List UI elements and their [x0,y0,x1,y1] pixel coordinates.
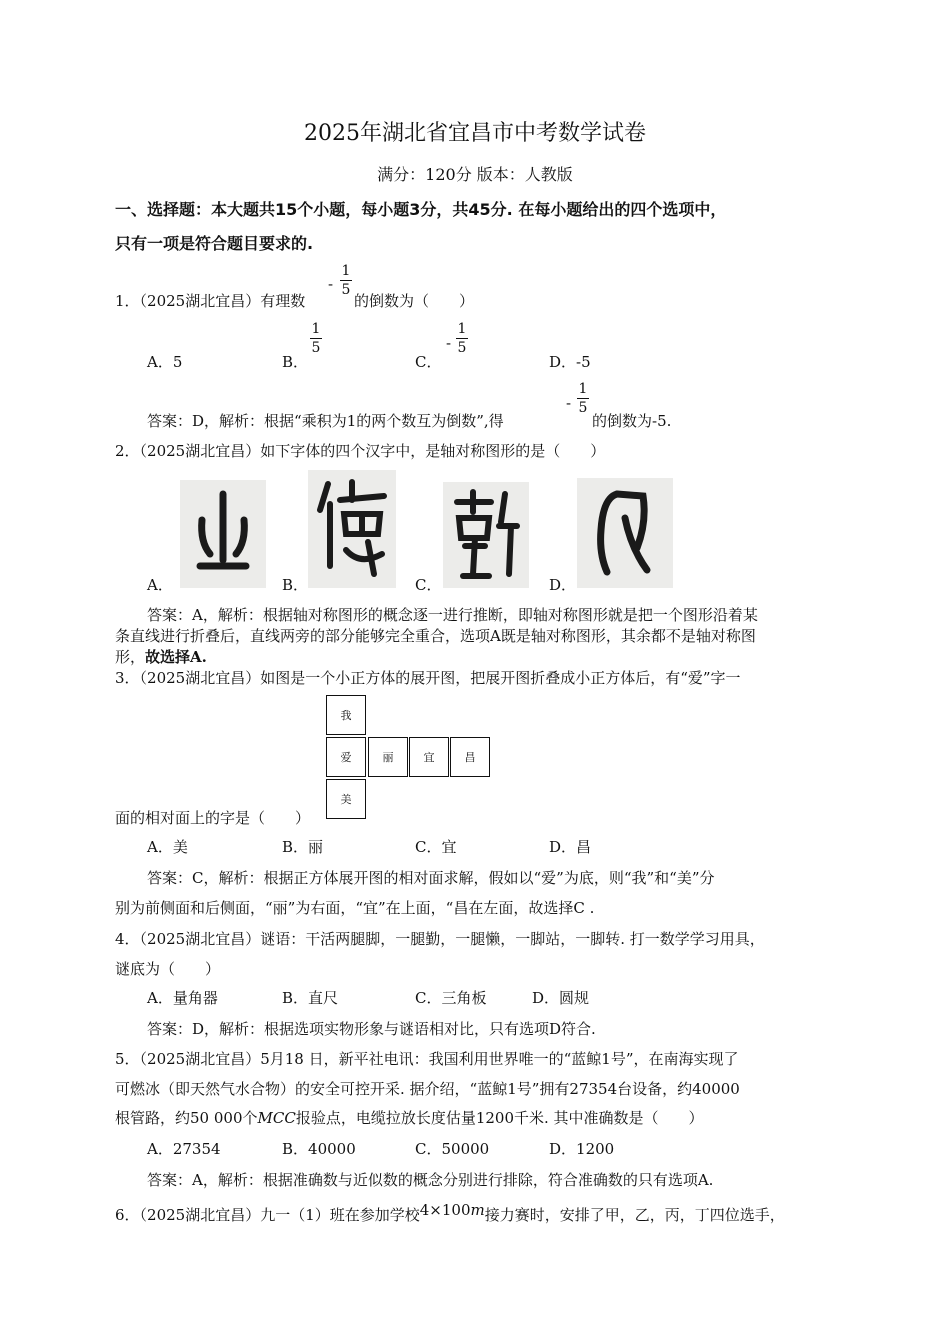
q2-answer-line3-text: 形， [115,648,146,666]
q1-answer-neg: - [566,394,572,412]
q5-stem-mcc: MCC [257,1109,296,1127]
q6-stem-prefix: 6．（2025湖北宜昌）九一（1）班在参加学校 [115,1206,420,1224]
cube-face-yi: 宜 [409,737,449,777]
seal-glyph-d-image [577,478,673,588]
q1-fraction-den: 5 [341,282,351,298]
q3-option-b: B．丽 [282,838,324,856]
q4-stem-line2: 谜底为（ ） [115,960,221,978]
q1-answer-prefix: 答案：D，解析：根据“乘积为1的两个数互为倒数”,得 [147,412,504,430]
seal-glyph-b-image [308,470,396,588]
q3-answer-line2: 别为前侧面和后侧面，“丽”为右面，“宜”在上面，“昌在左面，故选择C . [115,899,595,917]
cube-face-mei: 美 [326,779,366,819]
q6-stem [115,1201,785,1225]
q1-option-c-fraction [456,322,468,355]
q2-option-b: B． [282,576,309,594]
q5-stem-line2: 可燃冰（即天然气水合物）的安全可控开采. 据介绍，“蓝鲸1号”拥有27354台设备，约40000 [115,1080,740,1098]
q1-option-b-fraction [310,322,322,355]
cube-face-ai: 爱 [326,737,366,777]
q6-math-value: 4×100 [419,1201,471,1219]
q5-stem-line3 [115,1107,704,1128]
q2-option-d: D． [549,576,577,594]
q3-option-a: A．美 [147,838,188,856]
q5-option-b: B．40000 [282,1140,356,1158]
q3-answer-line1: 答案：C，解析：根据正方体展开图的相对面求解，假如以“爱”为底，则“我”和“美”分 [147,869,715,887]
page-title: 2025年湖北省宜昌市中考数学试卷 [304,121,646,146]
q1-option-c-neg: - [446,334,452,352]
seal-glyph-c-image [443,482,529,588]
q5-option-d: D．1200 [549,1140,615,1158]
q1-fraction-num: 1 [341,263,351,279]
q6-math-unit: m [470,1201,485,1219]
q5-stem-line3-a: 根管路，约50 000个 [115,1109,258,1127]
q3-option-d: D．昌 [549,838,592,856]
q4-option-c: C．三角板 [415,989,487,1007]
q2-option-c: C． [415,576,442,594]
q4-option-a: A．量角器 [147,989,218,1007]
q4-answer: 答案：D，解析：根据选项实物形象与谜语相对比，只有选项D符合. [147,1020,596,1038]
section-heading-line2: 只有一项是符合题目要求的. [115,234,314,253]
q1-option-b: B． [282,353,309,371]
q1-stem-suffix: 的倒数为（ ） [354,292,475,310]
q1-fraction [340,264,352,297]
q1-option-c-den: 5 [457,340,467,356]
q4-stem-line1: 4．（2025湖北宜昌）谜语：干活两腿脚，一腿勤，一腿懒，一脚站，一脚转. 打一数学学习用具， [115,930,765,948]
q1-option-c: C． [415,353,442,371]
q2-answer-line1: 答案：A，解析：根据轴对称图形的概念逐一进行推断，即轴对称图形就是把一个图形沿着某 [147,606,758,624]
q5-option-a: A．27354 [147,1140,221,1158]
q3-stem-line1: 3．（2025湖北宜昌）如图是一个小正方体的展开图，把展开图折叠成小正方体后，有“爱”字一 [115,669,741,687]
q1-answer-num: 1 [578,381,588,397]
q2-answer-line3 [115,646,207,667]
q4-option-d: D．圆规 [532,989,590,1007]
q3-stem-line2: 面的相对面上的字是（ ） [115,809,311,827]
q6-stem-suffix: 接力赛时，安排了甲，乙，丙，丁四位选手， [484,1206,785,1224]
seal-glyph-a-image [180,480,266,588]
q1-option-a: A．5 [147,353,183,371]
q6-math-expression [420,1201,485,1219]
q1-option-b-num: 1 [311,321,321,337]
q1-option-b-den: 5 [311,340,321,356]
q2-answer-line2: 条直线进行折叠后，直线两旁的部分能够完全重合，选项A既是轴对称图形，其余都不是轴对称图 [115,627,756,645]
cube-face-wo: 我 [326,695,366,735]
q3-option-c: C．宜 [415,838,457,856]
page-subtitle: 满分：120分 版本：人教版 [377,165,573,184]
q1-stem-prefix: 1．（2025湖北宜昌）有理数 [115,292,306,310]
q1-neg-sign: - [328,275,334,293]
q5-answer: 答案：A，解析：根据准确数与近似数的概念分别进行排除，符合准确数的只有选项A. [147,1171,714,1189]
q1-option-d: D．-5 [549,353,591,371]
section-heading-line1: 一、选择题：本大题共15个小题，每小题3分，共45分. 在每小题给出的四个选项中， [115,200,727,219]
q1-answer-fraction [577,382,589,415]
q2-stem: 2．（2025湖北宜昌）如下字体的四个汉字中，是轴对称图形的是（ ） [115,442,606,460]
q5-stem-line1: 5．（2025湖北宜昌）5月18 日，新平社电讯：我国利用世界唯一的“蓝鲸1号”，在南海实现了 [115,1050,739,1068]
q1-answer-den: 5 [578,400,588,416]
cube-face-li: 丽 [368,737,408,777]
q2-option-a: A． [147,576,173,594]
q5-stem-line3-c: 报验点，电缆拉放长度估量1200千米. 其中准确数是（ ） [295,1109,704,1127]
q1-answer-suffix: 的倒数为-5. [592,412,672,430]
cube-face-chang: 昌 [450,737,490,777]
q5-option-c: C．50000 [415,1140,490,1158]
q4-option-b: B．直尺 [282,989,339,1007]
q2-answer-conclusion: 故选择A. [145,648,207,666]
q1-option-c-num: 1 [457,321,467,337]
